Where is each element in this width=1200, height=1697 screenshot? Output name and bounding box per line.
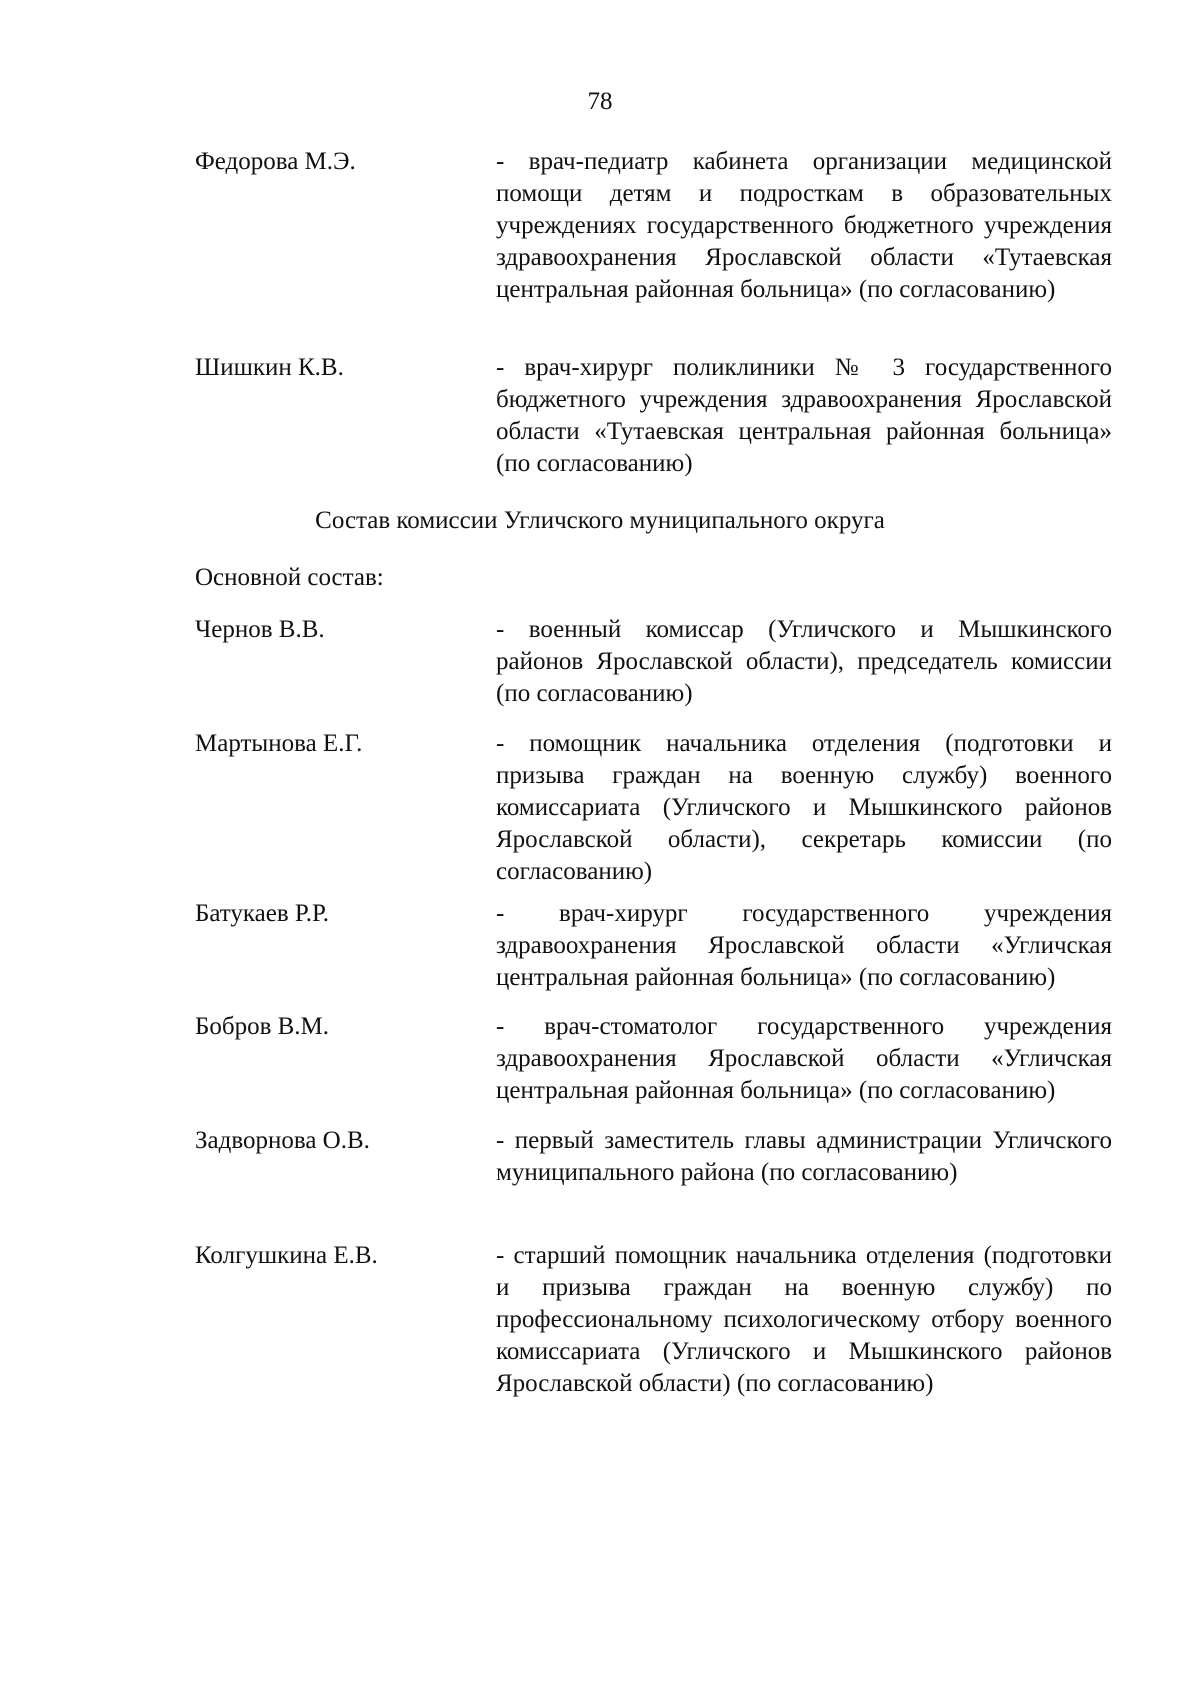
member-role: - врач-хирург государственного учреждения здравоохранения Ярославской области «Угличская центральная районная больница» (по согласованию) [496,900,1112,991]
member-role: - первый заместитель главы администрации Угличского муниципального района (по согласованию) [496,1127,1112,1186]
member-role: - врач-хирург поликлиники № 3 государственного бюджетного учреждения здравоохранения Ярославской области «Тутаевская центральная районная больница» (по согласованию) [496,354,1112,477]
subsection-label: Основной состав: [195,564,384,591]
member-name: Бобров В.М. [195,1013,330,1040]
member-role: - помощник начальника отделения (подготовки и призыва граждан на военную службу) военного комиссариата (Угличского и Мышкинского районов Ярославской области), секретарь комиссии (по согласованию) [496,730,1112,885]
member-name: Мартынова Е.Г. [195,730,363,757]
member-name: Федорова М.Э. [195,148,356,175]
section-title: Состав комиссии Угличского муниципального округа [315,507,885,534]
member-role: - военный комиссар (Угличского и Мышкинского районов Ярославской области), председатель комиссии (по согласованию) [496,616,1112,707]
member-name: Шишкин К.В. [195,354,344,381]
member-name: Колгушкина Е.В. [195,1242,378,1269]
member-role: - врач-педиатр кабинета организации медицинской помощи детям и подросткам в образовательных учреждениях государственного бюджетного учреждения здравоохранения Ярославской области «Тутаевская центральная районная больница» (по согласованию) [496,148,1112,303]
member-role: - врач-стоматолог государственного учреждения здравоохранения Ярославской области «Угличская центральная районная больница» (по согласованию) [496,1013,1112,1104]
member-name: Чернов В.В. [195,616,325,643]
member-name: Задворнова О.В. [195,1127,370,1154]
member-role: - старший помощник начальника отделения (подготовки и призыва граждан на военную службу) по профессиональному психологическому отбору военного комиссариата (Угличского и Мышкинского районов Ярославской области) (по согласованию) [496,1242,1112,1397]
member-name: Батукаев Р.Р. [195,900,329,927]
page-number: 78 [587,88,613,115]
